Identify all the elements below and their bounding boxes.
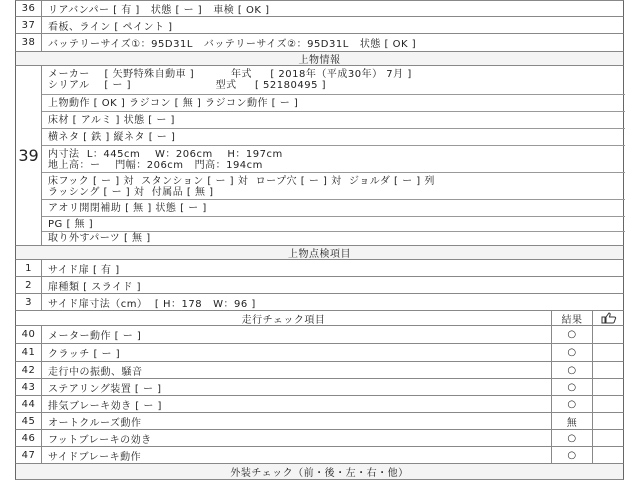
result-cell: ○: [551, 362, 592, 378]
hooks-cell: [42, 173, 625, 200]
row-text: 排気ブレーキ効き [ ー ]: [48, 400, 162, 412]
row-text: サイドブレーキ動作: [48, 451, 142, 463]
section-exterior-header: [15, 464, 624, 480]
inner-dimensions: 内寸法 L：445cm W：206cm H：197cm: [48, 149, 283, 160]
row-text: 扉種類 [ スライド ]: [48, 281, 142, 293]
lashing: ラッシング [ ー ] 対 付属品 [ 無 ]: [48, 187, 214, 198]
result-cell: ○: [551, 396, 592, 412]
inspect-row-2: [15, 277, 624, 294]
row-text: 走行中の振動、騒音: [48, 366, 143, 378]
drive-row-40: [15, 326, 624, 344]
note-cell: [592, 396, 625, 412]
row-number: 42: [16, 362, 42, 378]
item-39-block: [15, 66, 624, 246]
floor-material-cell: 床材 [ アルミ ] 状態 [ ー ]: [42, 112, 625, 129]
note-cell: [592, 326, 625, 343]
row-text: クラッチ [ ー ]: [48, 349, 121, 360]
row-number: 1: [16, 260, 42, 276]
result-cell: ○: [551, 344, 592, 361]
result-cell: ○: [551, 326, 592, 343]
row-number: 47: [16, 447, 42, 463]
row-text: フットブレーキの効き: [48, 434, 152, 446]
row-text: バッテリーサイズ①：95D31L バッテリーサイズ②：95D31L 状態 [ OK ]: [48, 39, 417, 50]
row-text: 看板、ライン [ ペイント ]: [48, 21, 173, 33]
beam-cell: 横ネタ [ 鉄 ] 縦ネタ [ ー ]: [42, 129, 625, 146]
result-header: 結果: [551, 311, 592, 325]
row-number: 39: [16, 66, 42, 245]
note-cell: [592, 344, 625, 361]
row-text: ステアリング装置 [ ー ]: [48, 383, 162, 395]
row-number: 37: [16, 17, 42, 33]
row-number: 40: [16, 326, 42, 343]
result-cell: ○: [551, 430, 592, 446]
row-text: オートクルーズ動作: [48, 417, 142, 429]
section-title: 外装チェック（前・後・左・右・他）: [230, 468, 409, 479]
note-cell: [592, 362, 625, 378]
note-cell: [592, 447, 625, 463]
result-cell: 無: [551, 413, 592, 429]
row-text: サイド扉寸法（cm） [ H：178 W：96 ]: [48, 298, 256, 310]
row-text: メーター動作 [ ー ]: [48, 331, 142, 342]
result-cell: ○: [551, 379, 592, 395]
inspect-row-1: [15, 260, 624, 277]
row-number: 41: [16, 344, 42, 361]
row-number: 38: [16, 34, 42, 51]
serial-line: シリアル [ ー ] 型式 [ 52180495 ]: [48, 80, 327, 91]
row-text: サイド扉 [ 有 ]: [48, 264, 120, 276]
drive-row-44: [15, 396, 624, 413]
gate-assist-cell: アオリ開閉補助 [ 無 ] 状態 [ ー ]: [42, 200, 625, 217]
ground-height: 地上高：ー 門幅：206cm 門高：194cm: [48, 160, 263, 171]
section-upper-info-header: [15, 52, 624, 66]
row-number: 2: [16, 277, 42, 293]
row-number: 45: [16, 413, 42, 429]
upper-operation-cell: 上物動作 [ OK ] ラジコン [ 無 ] ラジコン動作 [ ー ]: [42, 95, 625, 112]
row-number: 43: [16, 379, 42, 395]
section-inspect-header: [15, 246, 624, 260]
inspect-row-3: [15, 294, 624, 311]
section-title: 上物情報: [298, 55, 341, 66]
section-drive-header: [15, 311, 624, 326]
row-number: 46: [16, 430, 42, 446]
note-cell: [592, 413, 625, 429]
maker-serial-cell: [42, 66, 625, 95]
row-38: [15, 34, 624, 52]
drive-row-45: [15, 413, 624, 430]
drive-row-41: [15, 344, 624, 362]
row-text: リアバンパー [ 有 ] 状態 [ ー ] 車検 [ OK ]: [48, 5, 270, 16]
section-title: 上物点検項目: [288, 249, 351, 260]
drive-row-42: [15, 362, 624, 379]
pg-cell: PG [ 無 ]: [42, 217, 625, 232]
drive-row-46: [15, 430, 624, 447]
row-37: [15, 17, 624, 34]
floor-hooks: 床フック [ ー ] 対 スタンション [ ー ] 対 ロープ穴 [ ー ] 対 ジョルダ [ ー ] 列: [48, 176, 435, 187]
note-cell: [592, 430, 625, 446]
drive-row-43: [15, 379, 624, 396]
maker-line: メーカー [ 矢野特殊自動車 ] 年式 [ 2018年（平成30年） 7月 ]: [48, 69, 412, 80]
dimensions-cell: [42, 146, 625, 173]
row-36: [15, 0, 624, 17]
row-number: 3: [16, 294, 42, 310]
removable-parts-cell: 取り外すパーツ [ 無 ]: [48, 233, 151, 244]
row-number: 44: [16, 396, 42, 412]
drive-row-47: [15, 447, 624, 464]
row-number: 36: [16, 1, 42, 16]
result-cell: ○: [551, 447, 592, 463]
thumbs-up-icon: [592, 311, 625, 325]
section-title: 走行チェック項目: [241, 314, 326, 326]
note-cell: [592, 379, 625, 395]
